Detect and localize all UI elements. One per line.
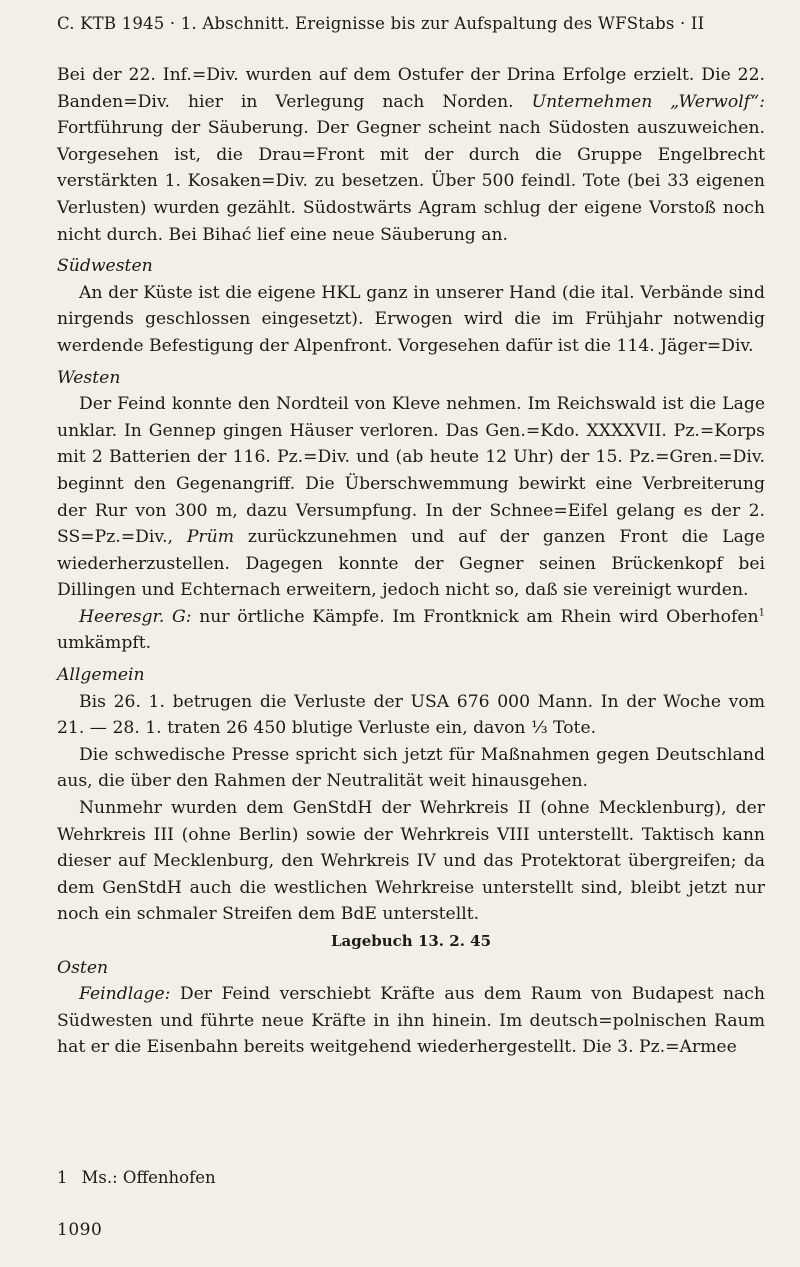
paragraph-feindlage: Feindlage: Der Feind verschiebt Kräfte aus dem Raum von Budapest nach Südwesten und führte neue Kräfte in ihn hinein. Im deutsch=polnischen Raum hat er die Eisenbahn bereits weitgehend wiederhergestellt. Die 3. Pz.=Armee <box>57 984 765 1058</box>
section-heading-osten: Osten <box>57 957 109 978</box>
heeresgruppe-label: Heeresgr. G: <box>79 606 192 627</box>
operation-name: Unternehmen „Werwolf“: <box>531 91 765 112</box>
footnote-number: 1 <box>57 1168 68 1187</box>
lagebuch-title: Lagebuch 13. 2. 45 <box>330 932 492 950</box>
page-body <box>57 62 765 1061</box>
paragraph-wehrkreise: Nunmehr wurden dem GenStdH der Wehrkreis II (ohne Mecklenburg), der Wehrkreis III (ohne Berlin) sowie der Wehrkreis VIII unterstellt. Taktisch kann dieser auf Mecklenburg, den Wehrkreis IV und das Protektorat übergreifen; da dem GenStdH auch die westlichen Wehrkreise unterstellt sind, bleibt jetzt nur noch ein schmaler Streifen dem BdE unterstellt. <box>57 798 765 925</box>
paragraph-westen: Der Feind konnte den Nordteil von Kleve nehmen. Im Reichswald ist die Lage unklar. In Gennep gingen Häuser verloren. Das Gen.=Kdo. XXXXVII. Pz.=Korps mit 2 Batterien der 116. Pz.=Div. und (ab heute 12 Uhr) der 15. Pz.=Gren.=Div. beginnt den Gegenangriff. Die Überschwemmung bewirkt eine Verbreiterung der Rur von 300 m, dazu Versumpfung. In der Schnee=Eifel gelang es der 2. SS=Pz.=Div., Prüm zurückzunehmen und auf der ganzen Front die Lage wiederherzustellen. Dagegen konnte der Gegner seinen Brückenkopf bei Dillingen und Echternach erweitern, jedoch nicht so, daß sie vereinigt wurden. <box>57 394 765 601</box>
footnote-text: Ms.: Offenhofen <box>81 1168 216 1187</box>
paragraph-verluste: Bis 26. 1. betrugen die Verluste der USA 676 000 Mann. In der Woche vom 21. — 28. 1. traten 26 450 blutige Verluste ein, davon ⅓ Tote. <box>57 691 765 739</box>
place-name-pruem: Prüm <box>186 527 235 548</box>
footnote <box>57 1168 216 1187</box>
section-heading-westen: Westen <box>57 367 121 388</box>
page-number: 1090 <box>57 1220 103 1240</box>
section-heading-suedwesten: Südwesten <box>57 256 153 277</box>
feindlage-label: Feindlage: <box>79 984 171 1005</box>
section-heading-allgemein: Allgemein <box>57 665 145 686</box>
footnote-marker: 1 <box>758 607 765 619</box>
paragraph-heeresgruppe-g: Heeresgr. G: nur örtliche Kämpfe. Im Frontknick am Rhein wird Oberhofen$^1$ umkämpft. <box>57 606 765 654</box>
paragraph-suedwesten: An der Küste ist die eigene HKL ganz in unserer Hand (die ital. Verbände sind nirgends geschlossen eingesetzt). Erwogen wird die im Frühjahr notwendig werdende Befestigung der Alpenfront. Vorgesehen dafür ist die 114. Jäger=Div. <box>57 282 765 356</box>
paragraph-presse: Die schwedische Presse spricht sich jetzt für Maßnahmen gegen Deutschland aus, die über den Rahmen der Neutralität weit hinausgehen. <box>57 744 765 792</box>
book-page <box>57 0 765 1267</box>
paragraph-drina: Bei der 22. Inf.=Div. wurden auf dem Ostufer der Drina Erfolge erzielt. Die 22. Banden=Div. hier in Verlegung nach Norden. Unternehmen „Werwolf“: Fortführung der Säuberung. Der Gegner scheint nach Südosten auszuweichen. Vorgesehen ist, die Drau=Front mit der durch die Gruppe Engelbrecht verstärkten 1. Kosaken=Div. zu besetzen. Über 500 feindl. Tote (bei 33 eigenen Verlusten) wurden gezählt. Südostwärts Agram schlug der eigene Vorstoß noch nicht durch. Bei Bihać lief eine neue Säuberung an. <box>57 65 765 245</box>
running-head: C. KTB 1945 · 1. Abschnitt. Ereignisse bis zur Aufspaltung des WFStabs · II <box>57 14 705 33</box>
